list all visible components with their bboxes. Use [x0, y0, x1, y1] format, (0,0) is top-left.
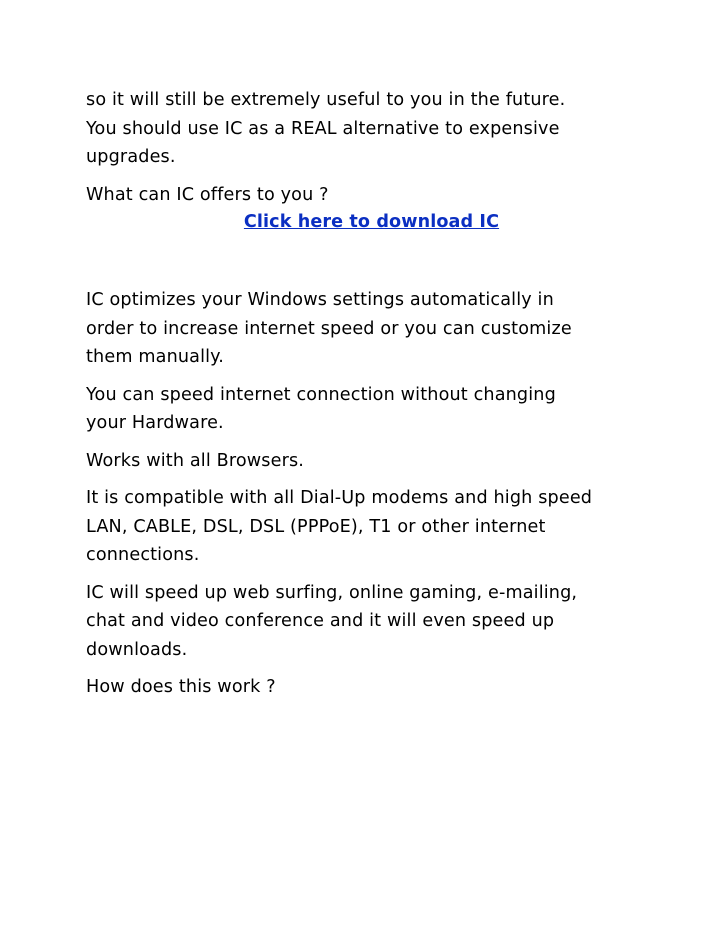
- paragraph-speed-up-activities: [86, 579, 646, 665]
- text-line: Works with all Browsers.: [86, 450, 305, 471]
- text-line: connections.: [86, 545, 200, 565]
- paragraph-speed-without-hardware: [86, 381, 646, 438]
- text-line: upgrades.: [86, 147, 176, 167]
- text-line: IC will speed up web surfing, online gaming, e-mailing,: [86, 582, 578, 603]
- document-page: [86, 86, 646, 711]
- text-line: so it will still be extremely useful to you in the future.: [86, 90, 566, 110]
- text-line: LAN, CABLE, DSL, DSL (PPPoE), T1 or other internet: [86, 516, 546, 537]
- text-line: What can IC offers to you ?: [86, 184, 329, 205]
- paragraph-future-use: [86, 86, 646, 172]
- text-line: chat and video conference and it will even speed up: [86, 611, 555, 631]
- text-line: order to increase internet speed or you can customize: [86, 318, 572, 339]
- paragraph-browsers: [86, 447, 646, 476]
- text-line: How does this work ?: [86, 677, 276, 697]
- download-link[interactable]: Click here to download IC: [243, 212, 500, 232]
- paragraph-how-it-works: [86, 673, 646, 702]
- text-line: downloads.: [86, 639, 188, 660]
- download-link-container: [86, 208, 576, 268]
- text-line: You should use IC as a REAL alternative to expensive: [86, 118, 560, 139]
- paragraph-optimizes-settings: [86, 286, 646, 372]
- text-line: You can speed internet connection without changing: [86, 384, 556, 405]
- paragraph-compatibility: [86, 484, 646, 570]
- text-line: them manually.: [86, 347, 224, 367]
- text-line: It is compatible with all Dial-Up modems and high speed: [86, 488, 593, 508]
- text-line: IC optimizes your Windows settings automatically in: [86, 290, 554, 310]
- paragraph-question-offers: [86, 181, 646, 210]
- blank-spacer: [86, 268, 646, 286]
- text-line: your Hardware.: [86, 413, 224, 433]
